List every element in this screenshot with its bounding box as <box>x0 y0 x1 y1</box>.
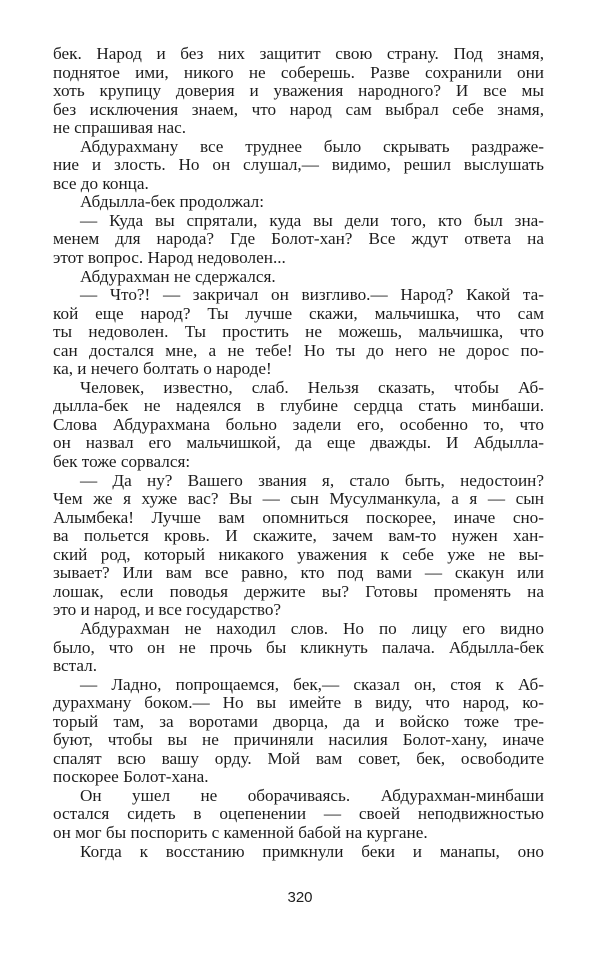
text-line: Абдылла-бек продолжал: <box>80 192 265 212</box>
text-line: Абдурахман не сдержался. <box>80 266 276 286</box>
text-line: этот вопрос. Народ недоволен... <box>53 248 286 268</box>
text-line: дурахману боком.— Но вы имейте в виду, что народ, ко- <box>53 693 544 713</box>
text-line: поскорее Болот-хана. <box>53 767 209 787</box>
text-line: буют, чтобы вы не причиняли насилия Болот-хану, иначе <box>53 730 544 750</box>
text-line: сан достался мне, а не тебе! Но ты до него не дорос по- <box>53 340 544 360</box>
text-line: Человек, известно, слаб. Нельзя сказать, чтобы Аб- <box>80 377 544 397</box>
text-line: было, что он не прочь бы кликнуть палача. Абдылла-бек <box>53 637 544 657</box>
text-line: остался сидеть в оцепенении — своей неподвижностью <box>53 804 544 824</box>
text-line: дылла-бек не надеялся в глубине сердца стать минбаши. <box>53 396 544 416</box>
text-line: ние и злость. Но он слушал,— видимо, решил выслушать <box>53 155 544 175</box>
text-line: Абдурахман не находил слов. Но по лицу его видно <box>80 618 544 638</box>
text-line: Он ушел не оборачиваясь. Абдурахман-минбаши <box>80 785 544 805</box>
text-line: он назвал его мальчишкой, да еще дважды. И Абдылла- <box>53 433 544 453</box>
text-line: он мог бы поспорить с каменной бабой на кургане. <box>53 822 428 842</box>
text-line: Когда к восстанию примкнули беки и манапы, оно <box>80 841 544 861</box>
text-line: — Куда вы спрятали, куда вы дели того, кто был зна- <box>80 210 544 230</box>
text-line: Чем же я хуже вас? Вы — сын Мусулманкула, а я — сын <box>53 489 544 509</box>
text-line: без исключения знаем, что народ сам выбрал себе знамя, <box>53 99 544 119</box>
text-line: кой еще народ? Ты лучше скажи, мальчишка, что сам <box>53 303 544 323</box>
text-line: Абдурахману все труднее было скрывать раздраже- <box>80 136 544 156</box>
text-line: поднятое ими, никого не соберешь. Разве сохранили они <box>53 62 544 82</box>
text-line: встал. <box>53 656 98 676</box>
text-line: хоть крупицу доверия и уважения народного? И все мы <box>53 81 544 101</box>
text-line: бек. Народ и без них защитит свою страну. Под знамя, <box>53 44 544 63</box>
text-line: зывает? Или вам все равно, кто под вами — скакун или <box>53 563 544 583</box>
text-line: ка, и нечего болтать о народе! <box>53 359 272 379</box>
text-line: это и народ, и все государство? <box>53 600 282 620</box>
text-line: торый там, за воротами дворца, да и войско тоже тре- <box>53 711 544 731</box>
text-line: менем для народа? Где Болот-хан? Все ждут ответа на <box>53 229 544 249</box>
text-line: спалят всю вашу орду. Мой вам совет, бек, освободите <box>53 748 544 768</box>
text-line: — Ладно, попрощаемся, бек,— сказал он, стоя к Аб- <box>80 674 544 694</box>
text-line: ский род, который никакого уважения к себе уже не вы- <box>53 544 544 564</box>
page-number: 320 <box>287 889 313 906</box>
text-line: ты недоволен. Ты простить не можешь, мальчишка, что <box>53 322 544 342</box>
text-line: — Что?! — закричал он визгливо.— Народ? Какой та- <box>80 285 544 305</box>
text-line: лошак, если поводья держите вы? Готовы променять на <box>53 581 544 601</box>
text-line: все до конца. <box>53 173 149 193</box>
text-line: бек тоже сорвался: <box>53 452 191 472</box>
page-text <box>53 45 544 861</box>
text-line: Слова Абдурахмана больно задели его, особенно то, что <box>53 414 544 434</box>
text-line: Алымбека! Лучше вам опомниться поскорее, иначе сно- <box>53 507 544 527</box>
text-line: — Да ну? Вашего звания я, стало быть, недостоин? <box>80 470 544 490</box>
text-line: не спрашивая нас. <box>53 118 187 138</box>
text-line: ва польется кровь. И скажите, зачем вам-то нужен хан- <box>53 526 544 546</box>
